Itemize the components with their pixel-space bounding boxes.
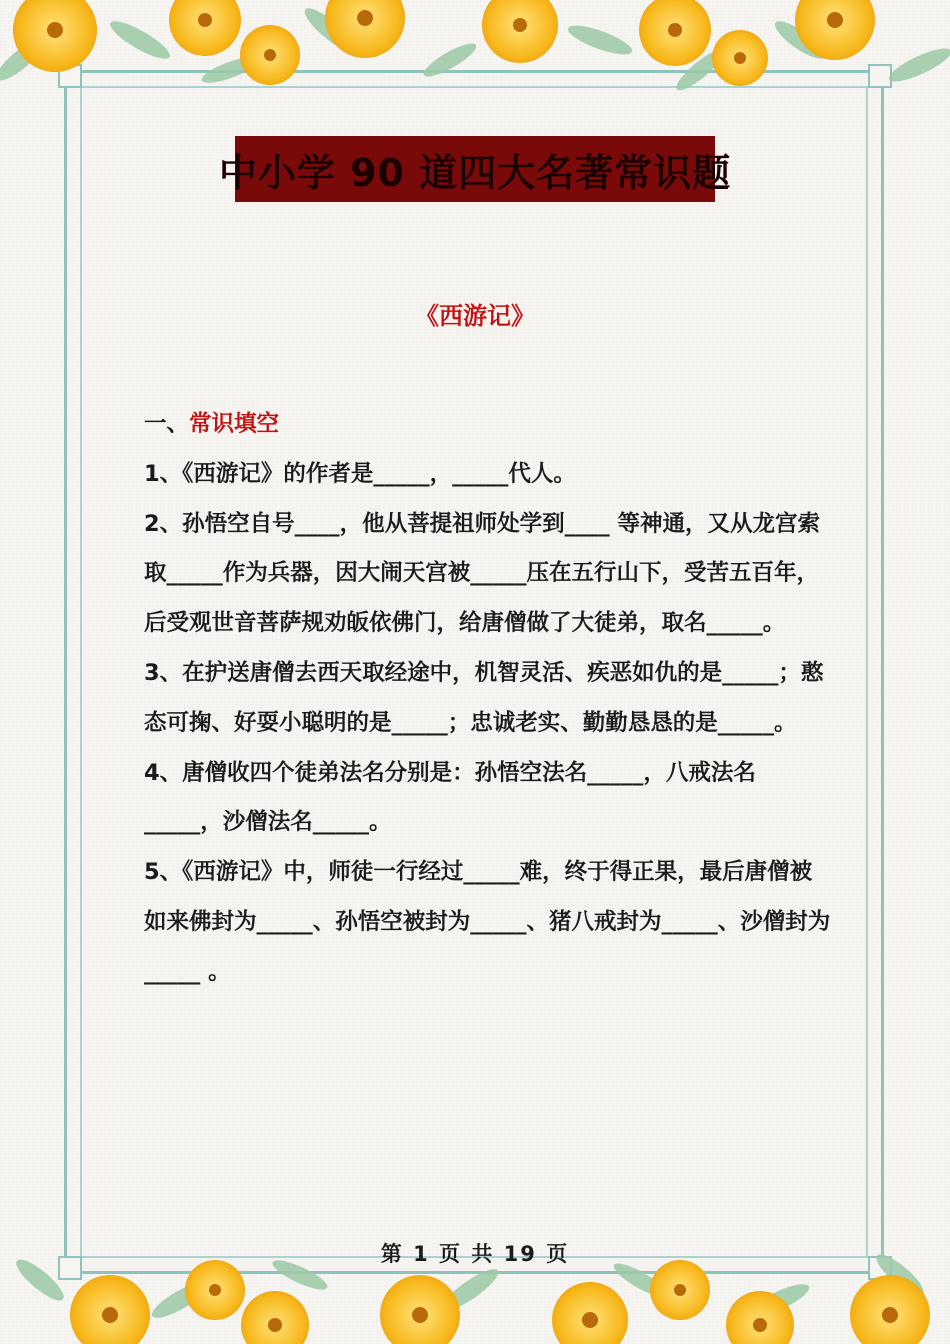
floral-border-top: [0, 0, 950, 110]
section-name: 常识填空: [189, 411, 280, 437]
question-4: 4、唐僧收四个徒弟法名分别是：孙悟空法名_____，八戒法名_____，沙僧法名_____。: [144, 759, 756, 836]
document-title: [219, 142, 731, 197]
question-list: [144, 400, 834, 998]
page-footer: [0, 1238, 950, 1268]
question-5: 5、《西游记》中，师徒一行经过_____难，终于得正果，最后唐僧被如来佛封为_____、孙悟空被封为_____、猪八戒封为_____、沙僧封为_____ 。: [144, 859, 831, 985]
footer-suffix: 页: [546, 1242, 570, 1266]
document-title-band: [218, 136, 732, 202]
footer-total-pages: 19: [503, 1242, 537, 1266]
section-number: 一、: [144, 411, 190, 437]
title-part-1: 中小学: [218, 150, 336, 195]
section-heading: [144, 400, 834, 450]
question-1: 1、《西游记》的作者是_____，_____代人。: [144, 460, 576, 487]
title-part-2: 90: [350, 150, 405, 195]
footer-prefix: 第: [380, 1242, 404, 1266]
footer-page-number: 1: [413, 1242, 430, 1266]
question-3: 3、在护送唐僧去西天取经途中，机智灵活、疾恶如仇的是_____；憨态可掬、好耍小聪明的是_____；忠诚老实、勤勤恳恳的是_____。: [144, 659, 824, 736]
footer-middle: 页 共: [439, 1242, 495, 1266]
book-subtitle: 《西游记》: [415, 302, 535, 330]
title-part-3: 道四大名著常识题: [419, 150, 732, 195]
question-2: 2、孙悟空自号____，他从菩提祖师处学到____ 等神通，又从龙宫索取_____作为兵器，因大闹天宫被_____压在五行山下，受苦五百年，后受观世音菩萨规劝皈依佛门，给唐僧做了大徒弟，取名_____。: [144, 510, 820, 637]
